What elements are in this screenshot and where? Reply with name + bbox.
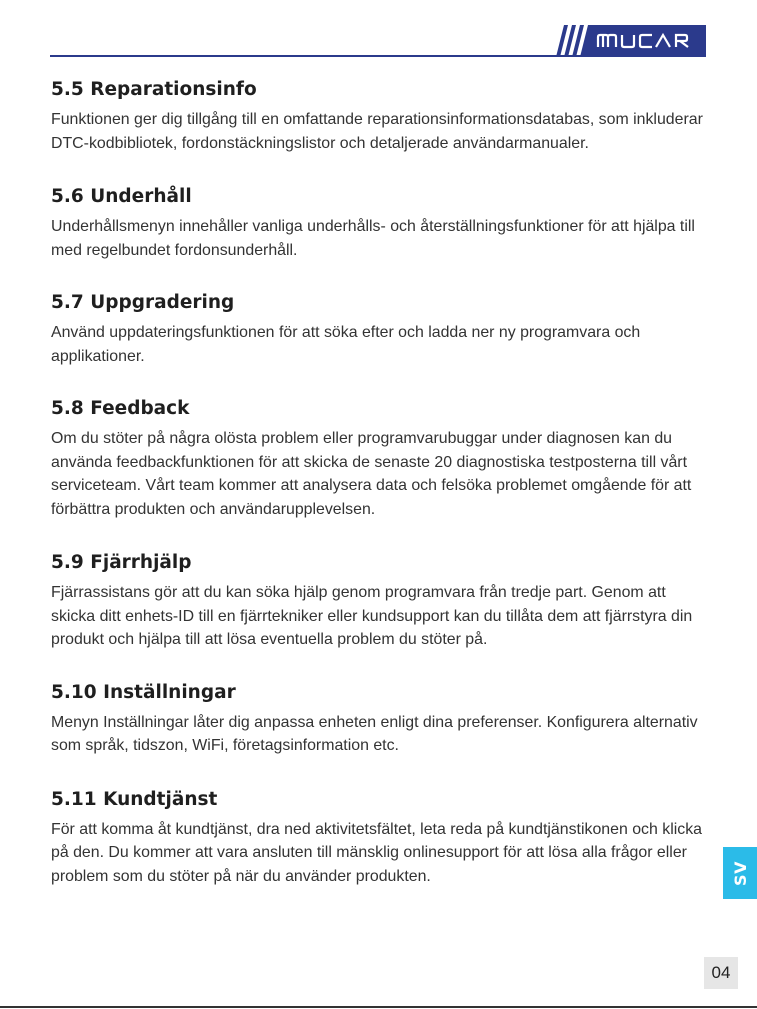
language-label: SV (730, 860, 750, 886)
section-title: 5.6 Underhåll (51, 186, 192, 207)
section-body: Menyn Inställningar låter dig anpassa enheten enligt dina preferenser. Konfigurera alternativ som språk, tidszon, WiFi, företagsinformation etc. (51, 713, 698, 754)
language-tab (723, 847, 757, 899)
footer-rule (0, 1006, 757, 1008)
section-uppgradering (51, 291, 711, 368)
section-installningar (51, 681, 711, 758)
brand-logo (546, 25, 706, 57)
section-body: Använd uppdateringsfunktionen för att söka efter och ladda ner ny programvara och applikationer. (51, 324, 641, 365)
section-feedback (51, 397, 711, 521)
section-title: 5.5 Reparationsinfo (51, 79, 257, 100)
section-title: 5.7 Uppgradering (51, 292, 235, 313)
section-body: Underhållsmenyn innehåller vanliga underhålls- och återställningsfunktioner för att hjälpa till med regelbundet fordonsunderhåll. (51, 218, 695, 259)
section-title: 5.10 Inställningar (51, 681, 236, 703)
section-underhall (51, 185, 711, 262)
section-body: Fjärrassistans gör att du kan söka hjälp genom programvara från tredje part. Genom att skicka ditt enhets-ID till en fjärrtekniker eller kundsupport kan du tillåta dem att fjärrstyra din produkt och hjälpa till att lösa eventuella problem du stöter på. (51, 584, 693, 648)
section-reparationsinfo (51, 78, 711, 155)
section-body: För att komma åt kundtjänst, dra ned aktivitetsfältet, leta reda på kundtjänstikonen och klicka på den. Du kommer att vara ansluten till mänsklig onlinesupport för att lösa alla frågor eller problem som du stöter på när du använder produkten. (51, 820, 702, 885)
section-kundtjanst (51, 788, 711, 889)
section-title: 5.11 Kundtjänst (51, 788, 218, 810)
section-body: Funktionen ger dig tillgång till en omfattande reparationsinformationsdatabas, som inkluderar DTC-kodbibliotek, fordonstäckningslistor och detaljerade användarmanualer. (51, 111, 703, 152)
section-body: Om du stöter på några olösta problem eller programvarubuggar under diagnosen kan du använda feedbackfunktionen för att skicka de senaste 20 diagnostiska testposterna till vårt serviceteam. Vårt team kommer att analysera data och felsöka problemet omgående för att förbättra produkten och användarupplevelsen. (51, 430, 692, 518)
section-fjarrhjalp (51, 551, 711, 652)
page-number: 04 (704, 957, 738, 989)
section-title: 5.9 Fjärrhjälp (51, 552, 192, 573)
section-title: 5.8 Feedback (51, 398, 190, 419)
main-content (51, 78, 711, 888)
